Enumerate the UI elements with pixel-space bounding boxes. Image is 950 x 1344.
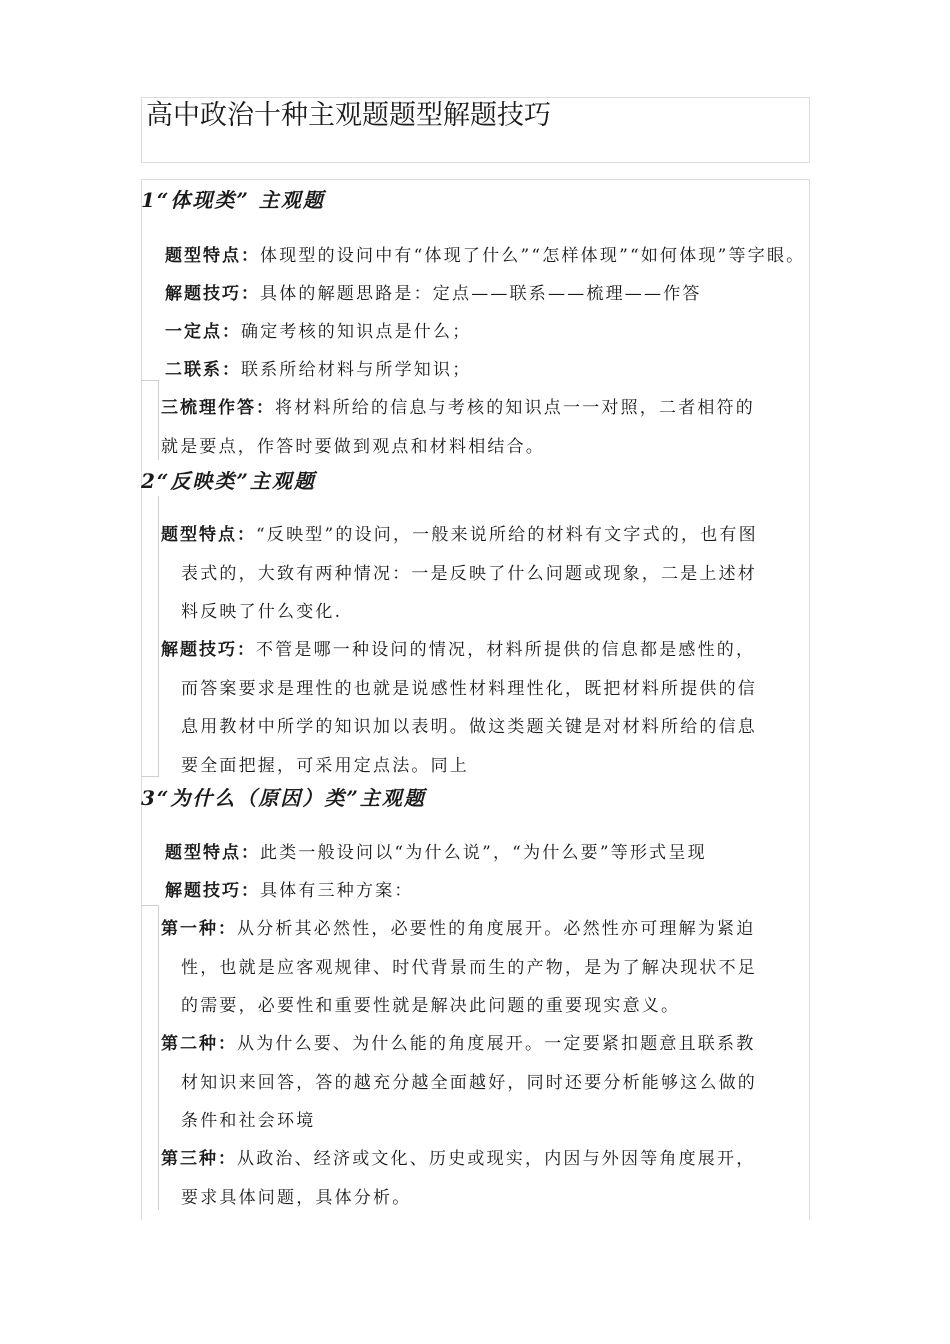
page-title: 高中政治十种主观题题型解题技巧 [146,100,551,131]
s3-option-2-line-2: 材知识来回答，答的越充分越全面越好，同时还要分析能够这么做的 [181,1072,757,1093]
s2-feature-line-3: 料反映了什么变化. [181,602,343,622]
s2-feature-line-2: 表式的，大致有两种情况：一是反映了什么问题或现象，二是上述材 [181,563,757,584]
margin-mark [141,380,159,381]
margin-mark [141,905,159,906]
s3-option-3 [161,1140,821,1217]
margin-line [158,905,159,1210]
s3-option-2-line-3: 条件和社会环境 [181,1111,316,1131]
s1-step-3-line-2: 就是要点，作答时要做到观点和材料相结合。 [161,436,545,457]
s3-feature [165,834,825,873]
s1-feature-text: 体现型的设问中有“体现了什么”“怎样体现”“如何体现”等字眼。 [260,246,806,266]
s3-option-1-line-1: 从分析其必然性，必要性的角度展开。必然性亦可理解为紧迫 [237,919,756,939]
margin-line [158,496,159,776]
margin-mark [141,776,159,777]
s3-technique-label: 解题技巧： [165,881,260,901]
s1-technique-label: 解题技巧： [165,284,260,304]
s3-option-1-line-3: 的需要，必要性和重要性就是解决此问题的重要现实意义。 [181,996,681,1016]
s2-technique-line-3: 息用教材中所学的知识加以表明。做这类题关键是对材料所给的信息 [181,717,757,737]
s3-technique [165,872,825,911]
s3-feature-label: 题型特点： [165,843,260,863]
s3-option-2 [161,1025,821,1141]
s3-option-2-line-1: 从为什么要、为什么能的角度展开。一定要紧扣题意且联系教 [237,1034,756,1054]
s2-technique-line-2: 而答案要求是理性的也就是说感性材料理性化，既把材料所提供的信 [181,678,757,699]
s3-option-1-line-2: 性，也就是应客观规律、时代背景而生的产物，是为了解决现状不足 [181,957,757,978]
s3-option-3-line-1: 从政治、经济或文化、历史或现实，内因与外因等角度展开， [237,1149,756,1169]
s3-option-1-label: 第一种： [161,919,237,939]
s2-technique-line-4: 要全面把握，可采用定点法。同上 [181,755,469,776]
s1-step-2-text: 联系所给材料与所学知识； [241,360,472,380]
s1-step-1-text: 确定考核的知识点是什么； [241,322,472,342]
s3-option-2-label: 第二种： [161,1034,237,1054]
s1-step-3 [161,389,821,466]
s1-technique [165,275,825,314]
s1-step-1-label: 一定点： [165,322,241,342]
s1-step-3-label: 三梳理作答： [161,398,275,418]
s3-technique-text: 具体有三种方案： [260,881,414,901]
s1-step-2-label: 二联系： [165,360,241,380]
s3-option-3-label: 第三种： [161,1149,237,1169]
s1-step-1 [165,313,825,352]
margin-line [158,380,159,460]
s1-technique-text: 具体的解题思路是：定点——联系——梳理——作答 [260,284,702,304]
s3-option-1 [161,910,821,1026]
s2-technique [161,631,821,785]
s2-technique-line-1: 不管是哪一种设问的情况，材料所提供的信息都是感性的， [256,640,756,660]
section-2-heading: 2“反映类”主观题 [141,469,316,493]
s3-feature-text: 此类一般设问以“为什么说”，“为什么要”等形式呈现 [260,843,707,863]
s2-technique-label: 解题技巧： [161,640,256,660]
s2-feature-line-1: “反映型”的设问，一般来说所给的材料有文字式的，也有图 [256,525,758,545]
s2-feature [161,516,821,632]
s3-option-3-line-2: 要求具体问题，具体分析。 [181,1187,412,1208]
section-1-heading: 1“体现类” 主观题 [141,188,325,212]
s2-feature-label: 题型特点： [161,525,256,545]
s1-feature-label: 题型特点： [165,246,260,266]
s1-feature [165,237,825,276]
section-3-heading: 3“为什么（原因）类”主观题 [141,786,426,810]
s1-step-3-line-1: 将材料所给的信息与考核的知识点一一对照，二者相符的 [275,398,755,418]
s1-step-2 [165,351,825,390]
